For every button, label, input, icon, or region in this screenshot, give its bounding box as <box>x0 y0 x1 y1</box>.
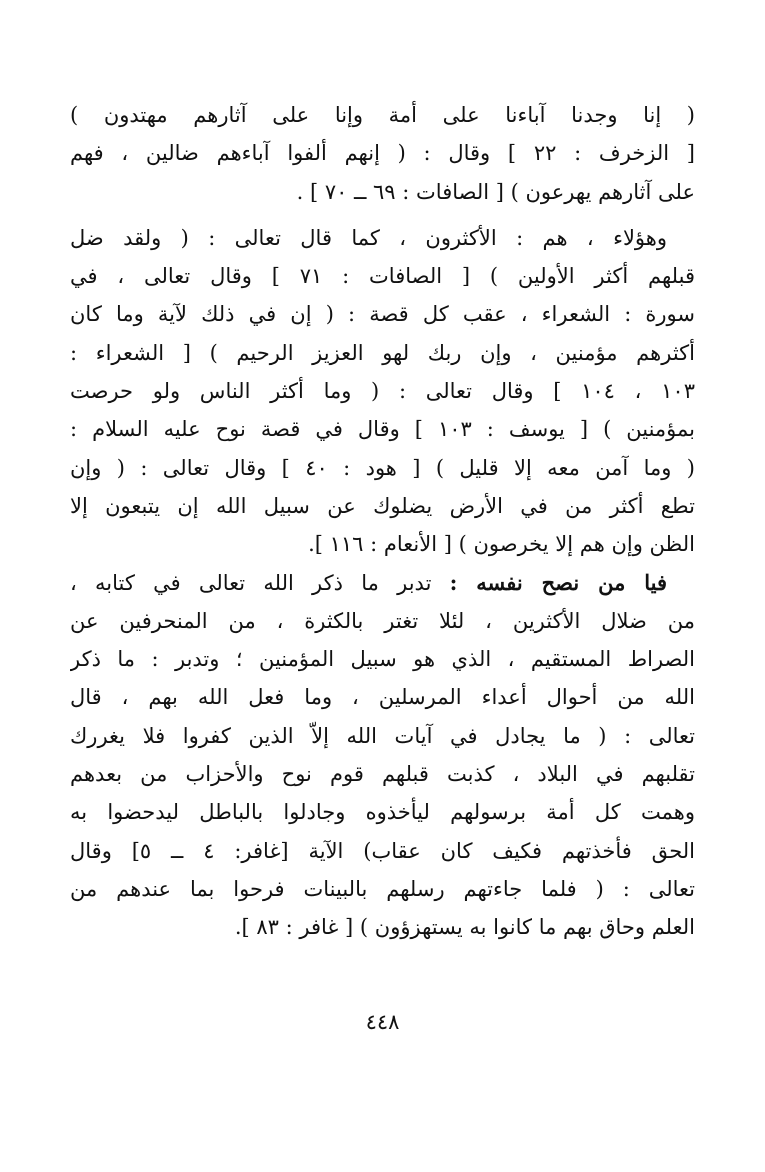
text-line: سورة : الشعراء ، عقب كل قصة : ( إن في ذلك لآية وما كان <box>70 302 695 327</box>
text-line: ١٠٣ ، ١٠٤ ] وقال تعالى : ( وما أكثر الناس ولو حرصت <box>70 379 695 404</box>
text-line: تقلبهم في البلاد ، كذبت قبلهم قوم نوح والأحزاب من بعدهم <box>70 762 695 787</box>
text-line: وهؤلاء ، هم : الأكثرون ، كما قال تعالى : ( ولقد ضل <box>70 225 667 250</box>
text-line: ( وما آمن معه إلا قليل ) [ هود : ٤٠ ] وقال تعالى : ( وإن <box>70 455 695 480</box>
text-line-lead <box>70 564 695 602</box>
text-line: الله من أحوال أعداء المرسلين ، وما فعل الله بهم ، قال <box>70 685 695 710</box>
text-line: العلم وحاق بهم ما كانوا به يستهزؤون ) [ غافر : ٨٣ ]. <box>234 915 695 940</box>
text-line: الظن وإن هم إلا يخرصون ) [ الأنعام : ١١٦ ]. <box>308 532 695 557</box>
paragraph-gap <box>70 211 695 219</box>
text-line: الصراط المستقيم ، الذي هو سبيل المؤمنين ؛ وتدبر : ما ذكر <box>70 647 695 672</box>
lead-line-rest: تدبر ما ذكر الله تعالى في كتابه ، <box>70 570 432 595</box>
text-line: من ضلال الأكثرين ، لئلا تغتر بالكثرة ، من المنحرفين عن <box>70 608 695 633</box>
text-line: قبلهم أكثر الأولين ) [ الصافات : ٧١ ] وقال تعالى ، في <box>70 264 695 289</box>
text-line: تعالى : ( فلما جاءتهم رسلهم بالبينات فرحوا بما عندهم من <box>70 876 695 901</box>
text-line: أكثرهم مؤمنين ، وإن ربك لهو العزيز الرحيم ) [ الشعراء : <box>70 340 695 365</box>
page-number: ٤٤٨ <box>365 1010 400 1034</box>
text-line: [ الزخرف : ٢٢ ] وقال : ( إنهم ألفوا آباءهم ضالين ، فهم <box>70 141 695 166</box>
text-line: ( إنا وجدنا آباءنا على أمة وإنا على آثارهم مهتدون ) <box>70 103 695 127</box>
paragraph-3 <box>70 564 695 947</box>
lead-phrase: فيا من نصح نفسه : <box>449 569 667 595</box>
text-line: الحق فأخذتهم فكيف كان عقاب) الآية [غافر: ٤ ــ ٥] وقال <box>70 838 695 863</box>
text-line: وهمت كل أمة برسولهم ليأخذوه وجادلوا بالباطل ليدحضوا به <box>70 800 695 825</box>
paragraph-1 <box>70 96 695 211</box>
text-line: بمؤمنين ) [ يوسف : ١٠٣ ] وقال في قصة نوح عليه السلام : <box>70 417 695 442</box>
text-line: تطع أكثر من في الأرض يضلوك عن سبيل الله إن يتبعون إلا <box>70 493 695 518</box>
paragraph-2 <box>70 219 695 564</box>
text-line: تعالى : ( ما يجادل في آيات الله إلاّ الذين كفروا فلا يغررك <box>70 723 695 748</box>
text-line: على آثارهم يهرعون ) [ الصافات : ٦٩ ــ ٧٠ ] . <box>296 179 695 204</box>
